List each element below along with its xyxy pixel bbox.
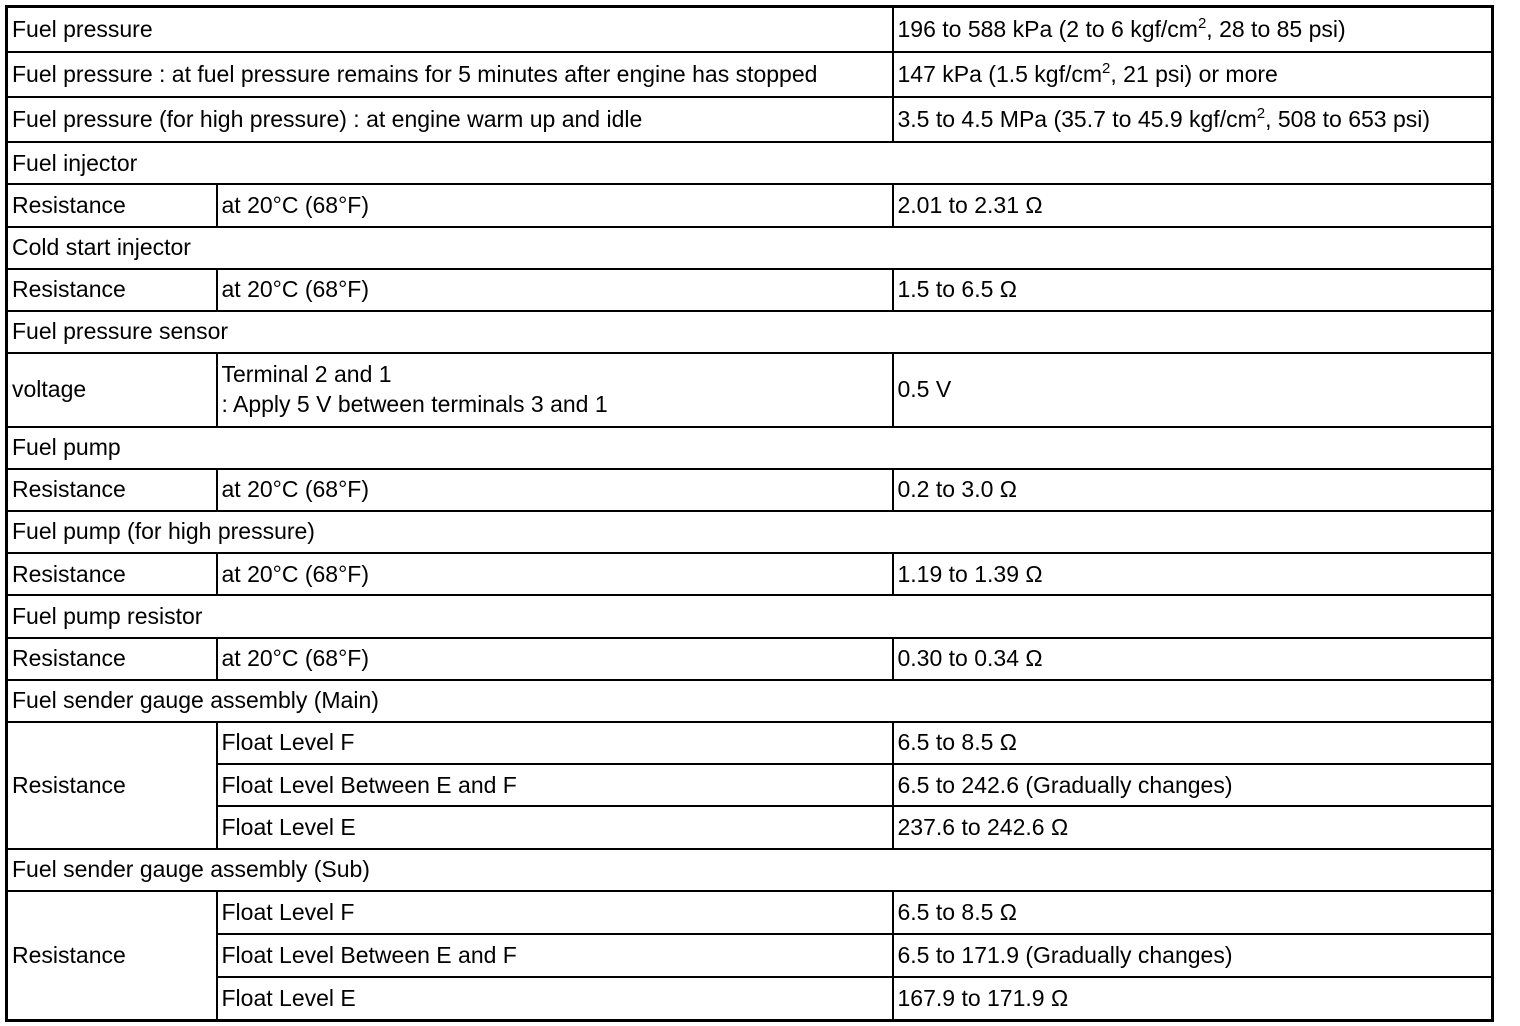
condition-cell: at 20°C (68°F) [217,184,893,226]
value-cell: 1.5 to 6.5 Ω [893,269,1493,311]
table-row [7,977,1493,1020]
section-header-row [7,849,1493,891]
value-cell: 0.5 V [893,353,1493,426]
row-value: 147 kPa (1.5 kgf/$cm^2$, 21 psi) or more [893,52,1493,97]
section-title: Fuel pump [7,427,1493,469]
section-title: Fuel injector [7,142,1493,184]
row-value: 196 to 588 kPa (2 to 6 kgf/$cm^2$, 28 to 85 psi) [893,7,1493,52]
value-cell: 2.01 to 2.31 Ω [893,184,1493,226]
section-title: Fuel sender gauge assembly (Sub) [7,849,1493,891]
row-label: Fuel pressure : at fuel pressure remains for 5 minutes after engine has stopped [7,52,893,97]
table-row [7,469,1493,511]
row-label: Fuel pressure (for high pressure) : at engine warm up and idle [7,97,893,142]
section-header-row [7,311,1493,353]
table-row [7,269,1493,311]
item-cell: Resistance [7,553,217,595]
value-cell: 6.5 to 242.6 (Gradually changes) [893,764,1493,806]
value-cell: 6.5 to 8.5 Ω [893,891,1493,934]
section-header-row [7,427,1493,469]
condition-cell: at 20°C (68°F) [217,553,893,595]
section-header-row [7,680,1493,722]
value-cell: 0.2 to 3.0 Ω [893,469,1493,511]
item-cell: voltage [7,353,217,426]
row-value: 3.5 to 4.5 MPa (35.7 to 45.9 kgf/$cm^2$, 508 to 653 psi) [893,97,1493,142]
condition-cell [217,353,893,426]
spec-table [5,5,1494,1022]
condition-cell: Float Level E [217,806,893,848]
table-row [7,806,1493,848]
item-cell: Resistance [7,891,217,1021]
condition-cell: at 20°C (68°F) [217,638,893,680]
value-cell: 6.5 to 171.9 (Gradually changes) [893,934,1493,977]
condition-cell: at 20°C (68°F) [217,269,893,311]
section-title: Fuel pump resistor [7,595,1493,637]
row-label: Fuel pressure [7,7,893,52]
table-row [7,638,1493,680]
value-cell: 6.5 to 8.5 Ω [893,722,1493,764]
table-row [7,891,1493,934]
condition-cell: Float Level F [217,722,893,764]
value-cell: 167.9 to 171.9 Ω [893,977,1493,1020]
table-row [7,934,1493,977]
table-row [7,184,1493,226]
condition-cell: Float Level Between E and F [217,934,893,977]
item-cell: Resistance [7,722,217,849]
table-row [7,97,1493,142]
item-cell: Resistance [7,184,217,226]
condition-cell: Float Level Between E and F [217,764,893,806]
section-header-row [7,142,1493,184]
item-cell: Resistance [7,638,217,680]
condition-cell: Float Level E [217,977,893,1020]
section-header-row [7,511,1493,553]
item-cell: Resistance [7,469,217,511]
item-cell: Resistance [7,269,217,311]
table-row [7,553,1493,595]
section-title: Fuel sender gauge assembly (Main) [7,680,1493,722]
section-title: Fuel pressure sensor [7,311,1493,353]
section-header-row [7,227,1493,269]
value-cell: 0.30 to 0.34 Ω [893,638,1493,680]
condition-cell: at 20°C (68°F) [217,469,893,511]
table-row [7,722,1493,764]
value-cell: 237.6 to 242.6 Ω [893,806,1493,848]
value-cell: 1.19 to 1.39 Ω [893,553,1493,595]
condition-cell: Float Level F [217,891,893,934]
section-header-row [7,595,1493,637]
condition-line: Terminal 2 and 1 [221,361,392,388]
table-row [7,7,1493,52]
condition-line: : Apply 5 V between terminals 3 and 1 [221,390,608,417]
table-row [7,764,1493,806]
section-title: Fuel pump (for high pressure) [7,511,1493,553]
table-row [7,353,1493,426]
table-row [7,52,1493,97]
section-title: Cold start injector [7,227,1493,269]
